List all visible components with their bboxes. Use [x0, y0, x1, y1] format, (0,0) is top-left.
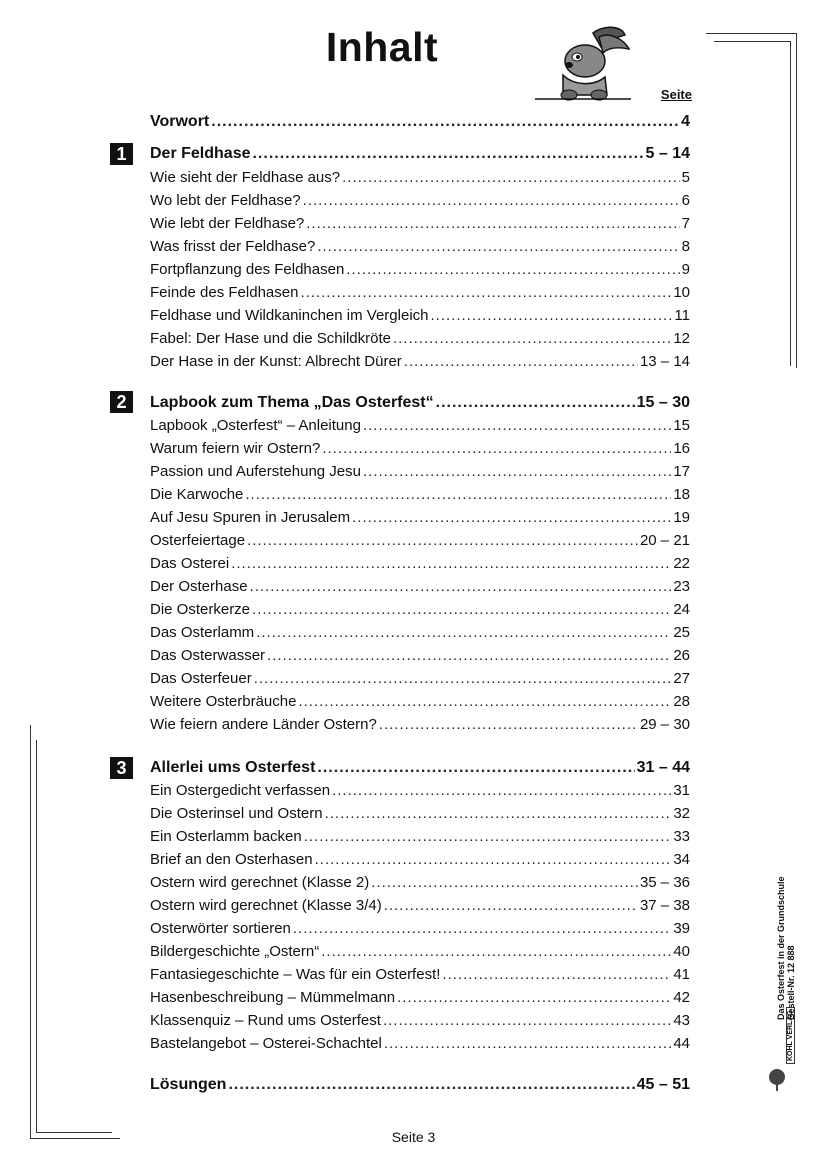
toc-entry-title: Allerlei ums Osterfest — [150, 759, 316, 776]
toc-entry-page: 42 — [673, 989, 690, 1006]
toc-leader-dots — [371, 874, 638, 892]
toc-leader-dots — [397, 989, 671, 1007]
toc-entry-page: 43 — [673, 1012, 690, 1029]
frame-line — [706, 33, 796, 34]
toc-entry-title: Ein Osterlamm backen — [150, 828, 302, 845]
page-title: Inhalt — [325, 24, 439, 70]
toc-entry — [150, 555, 690, 573]
toc-entry — [150, 805, 690, 823]
tree-logo-icon — [768, 1068, 786, 1092]
toc-entry-page: 19 — [673, 509, 690, 526]
toc-entry-title: Feldhase und Wildkaninchen im Vergleich — [150, 307, 429, 324]
toc-entry — [150, 145, 690, 163]
publisher-logo-text: KOHL VERLAG — [786, 1007, 795, 1064]
toc-entry — [150, 417, 690, 435]
toc-entry — [150, 532, 690, 550]
toc-entry-title: Klassenquiz – Rund ums Osterfest — [150, 1012, 381, 1029]
toc-leader-dots — [250, 578, 672, 596]
toc-entry — [150, 394, 690, 412]
toc-entry-page: 27 — [673, 670, 690, 687]
toc-entry-title: Wie lebt der Feldhase? — [150, 215, 305, 232]
toc-leader-dots — [363, 463, 671, 481]
toc-entry-page: 8 — [681, 238, 690, 255]
toc-leader-dots — [245, 486, 671, 504]
toc-entry-page: 40 — [673, 943, 690, 960]
toc-entry-title: Das Osterwasser — [150, 647, 266, 664]
toc-entry-page: 17 — [673, 463, 690, 480]
toc-entry-title: Wie feiern andere Länder Ostern? — [150, 716, 377, 733]
toc-entry-page: 31 — [673, 782, 690, 799]
toc-entry-title: Fabel: Der Hase und die Schildkröte — [150, 330, 391, 347]
toc-entry-page: 10 — [673, 284, 690, 301]
toc-entry-title: Brief an den Osterhasen — [150, 851, 313, 868]
toc-entry — [150, 284, 690, 302]
toc-entry — [150, 440, 690, 458]
toc-entry — [150, 989, 690, 1007]
page-number: Seite 3 — [391, 1129, 436, 1145]
toc-entry — [150, 1035, 690, 1053]
toc-entry-title: Weitere Osterbräuche — [150, 693, 297, 710]
toc-entry-title: Der Hase in der Kunst: Albrecht Dürer — [150, 353, 402, 370]
toc-entry-title: Das Osterfeuer — [150, 670, 252, 687]
toc-leader-dots — [352, 509, 671, 527]
toc-entry — [150, 943, 690, 961]
toc-entry — [150, 851, 690, 869]
toc-leader-dots — [252, 145, 643, 163]
toc-leader-dots — [332, 782, 671, 800]
toc-leader-dots — [252, 601, 671, 619]
toc-entry-title: Lapbook zum Thema „Das Osterfest“ — [150, 394, 434, 411]
toc-entry — [150, 601, 690, 619]
toc-entry-page: 6 — [681, 192, 690, 209]
toc-entry-page: 45 – 51 — [636, 1076, 690, 1093]
frame-line — [796, 33, 797, 368]
toc-entry — [150, 509, 690, 527]
toc-entry-title: Feinde des Feldhasen — [150, 284, 299, 301]
section-number-2: 2 — [110, 391, 133, 413]
toc-entry — [150, 874, 690, 892]
toc-entry-page: 5 — [681, 169, 690, 186]
toc-entry-page: 20 – 21 — [639, 532, 690, 549]
frame-line — [30, 725, 31, 1138]
toc-entry-title: Ostern wird gerechnet (Klasse 3/4) — [150, 897, 382, 914]
toc-leader-dots — [211, 113, 679, 131]
toc-leader-dots — [325, 805, 672, 823]
toc-entry-page: 31 – 44 — [636, 759, 690, 776]
toc-entry — [150, 759, 690, 777]
toc-leader-dots — [317, 238, 679, 256]
toc-entry-title: Bastelangebot – Osterei-Schachtel — [150, 1035, 382, 1052]
toc-entry-title: Passion und Auferstehung Jesu — [150, 463, 361, 480]
toc-entry — [150, 693, 690, 711]
toc-entry-page: 41 — [673, 966, 690, 983]
toc-entry — [150, 716, 690, 734]
toc-entry-page: 12 — [673, 330, 690, 347]
toc-entry-title: Wo lebt der Feldhase? — [150, 192, 301, 209]
toc-leader-dots — [384, 897, 638, 915]
toc-leader-dots — [379, 716, 638, 734]
toc-leader-dots — [304, 828, 672, 846]
toc-leader-dots — [306, 215, 679, 233]
toc-leader-dots — [298, 693, 671, 711]
toc-entry-page: 25 — [673, 624, 690, 641]
toc-entry — [150, 920, 690, 938]
toc-entry-title: Lösungen — [150, 1076, 227, 1093]
toc-entry-title: Lapbook „Osterfest“ – Anleitung — [150, 417, 361, 434]
toc-entry — [150, 330, 690, 348]
spine-order-number: Bestell-Nr. 12 888 — [786, 945, 796, 1020]
toc-entry-title: Ein Ostergedicht verfassen — [150, 782, 331, 799]
toc-entry-page: 7 — [681, 215, 690, 232]
toc-entry-page: 11 — [674, 307, 690, 324]
toc-entry — [150, 113, 690, 131]
toc-entry-title: Ostern wird gerechnet (Klasse 2) — [150, 874, 370, 891]
section-number-1: 1 — [110, 143, 133, 165]
toc-entry-title: Was frisst der Feldhase? — [150, 238, 316, 255]
toc-leader-dots — [247, 532, 638, 550]
toc-entry — [150, 624, 690, 642]
toc-entry — [150, 238, 690, 256]
toc-entry-page: 15 — [673, 417, 690, 434]
toc-entry-title: Die Karwoche — [150, 486, 244, 503]
toc-entry-title: Die Osterinsel und Ostern — [150, 805, 323, 822]
toc-entry-page: 23 — [673, 578, 690, 595]
toc-entry-page: 5 – 14 — [645, 145, 690, 162]
toc-entry-page: 34 — [673, 851, 690, 868]
toc-entry-title: Fantasiegeschichte – Was für ein Osterfest! — [150, 966, 441, 983]
toc-entry-title: Vorwort — [150, 113, 210, 130]
toc-entry — [150, 261, 690, 279]
toc-entry-title: Bildergeschichte „Ostern“ — [150, 943, 320, 960]
toc-entry — [150, 486, 690, 504]
toc-leader-dots — [342, 169, 680, 187]
frame-line — [790, 41, 791, 366]
toc-entry-title: Die Osterkerze — [150, 601, 251, 618]
toc-entry — [150, 1012, 690, 1030]
toc-entry-page: 29 – 30 — [639, 716, 690, 733]
toc-entry-title: Der Feldhase — [150, 145, 251, 162]
toc-leader-dots — [231, 555, 671, 573]
toc-leader-dots — [317, 759, 634, 777]
toc-leader-dots — [384, 1035, 672, 1053]
toc-entry — [150, 578, 690, 596]
toc-entry-page: 26 — [673, 647, 690, 664]
toc-entry — [150, 966, 690, 984]
toc-leader-dots — [256, 624, 671, 642]
toc-entry-title: Wie sieht der Feldhase aus? — [150, 169, 341, 186]
toc-entry — [150, 1076, 690, 1094]
toc-entry — [150, 463, 690, 481]
toc-entry-title: Fortpflanzung des Feldhasen — [150, 261, 345, 278]
toc-entry-page: 28 — [673, 693, 690, 710]
toc-entry-page: 15 – 30 — [636, 394, 690, 411]
toc-leader-dots — [300, 284, 671, 302]
toc-entry-page: 39 — [673, 920, 690, 937]
toc-entry-page: 18 — [673, 486, 690, 503]
toc-entry-page: 35 – 36 — [639, 874, 690, 891]
toc-leader-dots — [404, 353, 638, 371]
frame-line — [36, 740, 37, 1132]
toc-entry — [150, 782, 690, 800]
spine-title: Das Osterfest in der Grundschule — [776, 876, 786, 1020]
section-number-3: 3 — [110, 757, 133, 779]
toc-entry — [150, 169, 690, 187]
toc-entry-title: Hasenbeschreibung – Mümmelmann — [150, 989, 396, 1006]
toc-entry — [150, 192, 690, 210]
toc-entry — [150, 215, 690, 233]
toc-entry — [150, 647, 690, 665]
bunny-illustration — [533, 25, 633, 103]
toc-leader-dots — [228, 1076, 634, 1094]
toc-entry-title: Das Osterei — [150, 555, 230, 572]
toc-entry-title: Warum feiern wir Ostern? — [150, 440, 321, 457]
toc-leader-dots — [431, 307, 673, 325]
toc-entry-page: 22 — [673, 555, 690, 572]
toc-entry-page: 13 – 14 — [639, 353, 690, 370]
toc-leader-dots — [267, 647, 671, 665]
toc-entry — [150, 828, 690, 846]
toc-entry-page: 33 — [673, 828, 690, 845]
toc-entry-title: Osterfeiertage — [150, 532, 246, 549]
toc-leader-dots — [315, 851, 672, 869]
toc-entry — [150, 307, 690, 325]
toc-entry-title: Der Osterhase — [150, 578, 248, 595]
toc-leader-dots — [303, 192, 680, 210]
toc-entry-page: 16 — [673, 440, 690, 457]
frame-line — [714, 41, 790, 42]
toc-entry-page: 9 — [681, 261, 690, 278]
toc-leader-dots — [321, 943, 671, 961]
toc-entry — [150, 897, 690, 915]
toc-entry — [150, 353, 690, 371]
toc-entry-page: 32 — [673, 805, 690, 822]
toc-entry-title: Das Osterlamm — [150, 624, 255, 641]
toc-entry-title: Osterwörter sortieren — [150, 920, 291, 937]
toc-entry-title: Auf Jesu Spuren in Jerusalem — [150, 509, 351, 526]
toc-entry-page: 37 – 38 — [639, 897, 690, 914]
toc-entry — [150, 670, 690, 688]
toc-leader-dots — [322, 440, 671, 458]
toc-leader-dots — [442, 966, 671, 984]
toc-entry-page: 44 — [673, 1035, 690, 1052]
toc-leader-dots — [393, 330, 671, 348]
toc-leader-dots — [346, 261, 679, 279]
toc-entry-page: 24 — [673, 601, 690, 618]
toc-leader-dots — [293, 920, 671, 938]
toc-leader-dots — [436, 394, 635, 412]
toc-leader-dots — [254, 670, 672, 688]
toc-entry-page: 4 — [681, 113, 690, 130]
page-column-header: Seite — [660, 87, 692, 102]
toc-leader-dots — [383, 1012, 671, 1030]
toc-leader-dots — [363, 417, 671, 435]
